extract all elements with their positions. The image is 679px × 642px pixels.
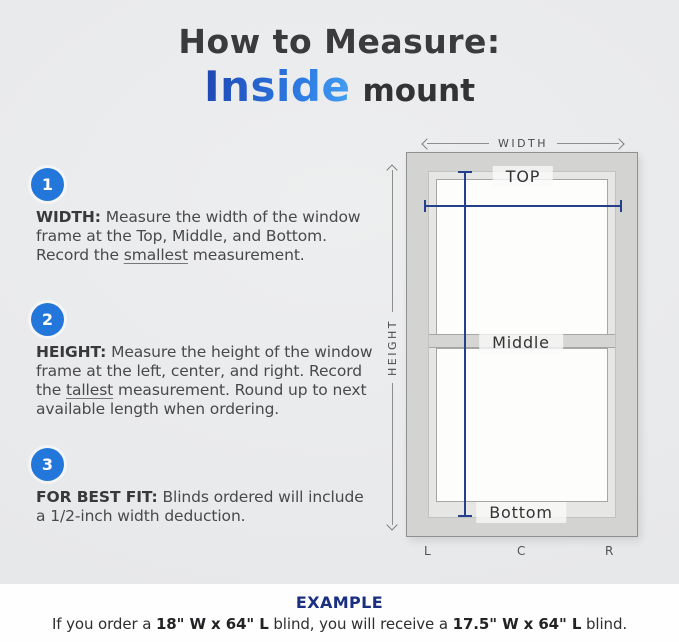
width-measure-line bbox=[425, 205, 622, 207]
left-column-label: L bbox=[424, 544, 432, 558]
step-height-body: Measure the height of the window frame at the left, center, and right. Record the bbox=[36, 343, 373, 399]
step-width-body: Measure the width of the window frame at the Top, Middle, and Bottom. Record the bbox=[36, 208, 361, 264]
step-width-text bbox=[36, 208, 373, 265]
height-measure-line bbox=[464, 172, 466, 517]
step-best-fit-body: Blinds ordered will include a 1/2-inch width deduction. bbox=[36, 488, 364, 525]
example-text-before: If you order a bbox=[51, 615, 156, 633]
height-arrow-label: HEIGHT bbox=[385, 319, 399, 376]
step-height-underlined: tallest bbox=[65, 381, 114, 399]
step-height-lead: HEIGHT: bbox=[36, 343, 107, 361]
example-footer bbox=[0, 584, 679, 642]
right-column-label: R bbox=[605, 544, 615, 558]
step-width-underlined: smallest bbox=[123, 246, 188, 264]
step-best-fit bbox=[31, 448, 373, 526]
example-order-size: 18" W x 64" L bbox=[155, 615, 269, 633]
arrow-line bbox=[557, 143, 619, 144]
step-number-badge: 3 bbox=[31, 448, 64, 481]
arrow-line bbox=[392, 170, 393, 312]
height-dimension-arrow bbox=[384, 166, 400, 529]
arrow-right-icon bbox=[613, 138, 624, 149]
step-width-lead: WIDTH: bbox=[36, 208, 101, 226]
arrow-left-icon bbox=[421, 138, 432, 149]
window-top-pane bbox=[436, 179, 608, 335]
top-position-label: TOP bbox=[493, 166, 553, 187]
arrow-line bbox=[392, 383, 393, 525]
step-number-badge: 2 bbox=[31, 303, 64, 336]
step-number-badge: 1 bbox=[31, 168, 64, 201]
title-suffix: mount bbox=[362, 73, 476, 109]
title-line2 bbox=[0, 62, 679, 111]
window-bottom-pane bbox=[436, 348, 608, 502]
example-receive-size: 17.5" W x 64" L bbox=[452, 615, 582, 633]
arrow-line bbox=[427, 143, 489, 144]
title-line1: How to Measure: bbox=[178, 22, 501, 61]
width-dimension-arrow bbox=[423, 136, 623, 151]
step-height-tail: measurement. Round up to next available length when ordering. bbox=[36, 381, 367, 418]
arrow-down-icon bbox=[386, 519, 397, 530]
step-height-text bbox=[36, 343, 373, 419]
height-measure-tick-top bbox=[458, 171, 472, 173]
example-text-middle: blind, you will receive a bbox=[268, 615, 453, 633]
step-height bbox=[31, 303, 373, 419]
title-highlight: Inside bbox=[203, 62, 351, 111]
height-measure-tick-bottom bbox=[458, 515, 472, 517]
width-measure-tick-left bbox=[424, 200, 426, 212]
center-column-label: C bbox=[517, 544, 527, 558]
example-sentence bbox=[0, 615, 679, 633]
middle-position-label: Middle bbox=[479, 332, 563, 353]
example-heading: EXAMPLE bbox=[295, 593, 384, 612]
width-arrow-label: WIDTH bbox=[497, 137, 549, 150]
step-width bbox=[31, 168, 373, 265]
width-measure-tick-right bbox=[620, 200, 622, 212]
bottom-position-label: Bottom bbox=[476, 502, 566, 523]
step-best-fit-text bbox=[36, 488, 373, 526]
step-width-tail: measurement. bbox=[187, 246, 305, 264]
example-text-after: blind. bbox=[581, 615, 628, 633]
arrow-up-icon bbox=[386, 164, 397, 175]
step-best-fit-lead: FOR BEST FIT: bbox=[36, 488, 158, 506]
page-title bbox=[0, 22, 679, 111]
